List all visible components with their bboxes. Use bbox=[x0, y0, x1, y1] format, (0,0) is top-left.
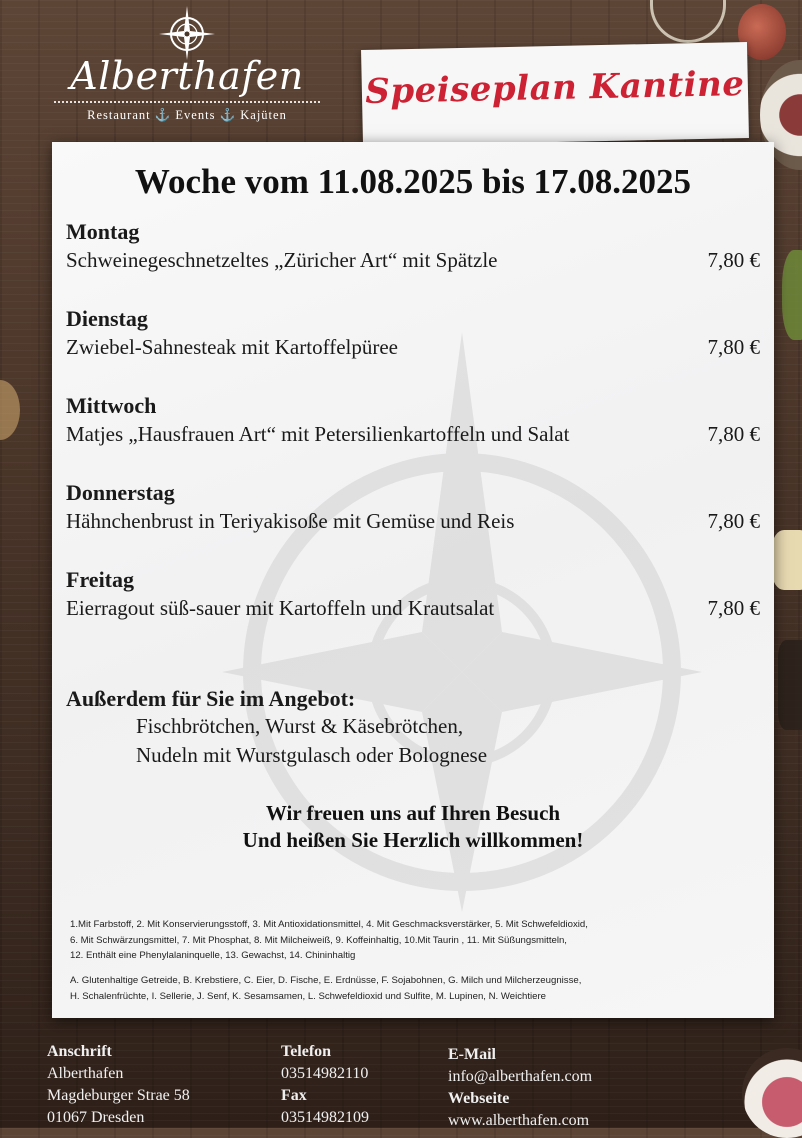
cheese-decoration bbox=[772, 530, 802, 590]
additives-line: 12. Enthält eine Phenylalaninquelle, 13. Gewachst, 14. Chininhaltig bbox=[70, 950, 356, 961]
greeting-line: Und heißen Sie Herzlich willkommen! bbox=[242, 828, 584, 852]
meal-name: Eierragout süß-sauer mit Kartoffeln und Krautsalat bbox=[66, 596, 495, 620]
wood-knot bbox=[0, 380, 20, 440]
meal-price: 7,80 € bbox=[707, 335, 760, 359]
brand-name: Alberthafen bbox=[70, 54, 304, 98]
email-label: E-Mail bbox=[448, 1046, 496, 1063]
menu-day-thursday bbox=[66, 480, 760, 536]
fax-number: 03514982109 bbox=[281, 1109, 369, 1126]
brand-subtitle: Restaurant ⚓ Events ⚓ Kajüten bbox=[87, 108, 287, 122]
meal-row bbox=[66, 593, 760, 623]
address-line: 01067 Dresden bbox=[47, 1109, 145, 1126]
compass-icon bbox=[155, 4, 219, 60]
menu-day-wednesday bbox=[66, 393, 760, 449]
meal-price: 7,80 € bbox=[707, 422, 760, 446]
extra-item: Fischbrötchen, Wurst & Käsebrötchen, bbox=[136, 714, 464, 738]
menu-day-tuesday bbox=[66, 306, 760, 362]
web-link[interactable]: www.alberthafen.com bbox=[448, 1112, 590, 1129]
footer-contact bbox=[448, 1044, 592, 1132]
day-name: Freitag bbox=[66, 567, 135, 592]
extra-heading: Außerdem für Sie im Angebot: bbox=[66, 686, 356, 711]
restaurant-logo bbox=[52, 4, 322, 124]
address-line: Magdeburger Strae 58 bbox=[47, 1087, 190, 1104]
title-card bbox=[361, 42, 749, 146]
meal-row bbox=[66, 419, 760, 449]
meal-row bbox=[66, 332, 760, 362]
day-name: Donnerstag bbox=[66, 480, 175, 505]
allergens-line: A. Glutenhaltige Getreide, B. Krebstiere, C. Eier, D. Fische, E. Erdnüsse, F. Sojabohnen, G. Milch und Milcherzeugnisse, bbox=[70, 975, 582, 986]
meal-row bbox=[66, 245, 760, 275]
meal-price: 7,80 € bbox=[707, 248, 760, 272]
additives-list bbox=[70, 917, 760, 964]
day-name: Dienstag bbox=[66, 306, 148, 331]
address-line: Alberthafen bbox=[47, 1065, 124, 1082]
web-label: Webseite bbox=[448, 1090, 510, 1107]
mortar-decoration bbox=[778, 640, 802, 730]
menu-sheet bbox=[52, 142, 774, 1018]
menu-day-monday bbox=[66, 219, 760, 275]
additives-line: 6. Mit Schwärzungsmittel, 7. Mit Phosphat, 8. Mit Milcheiweiß, 9. Koffeinhaltig, 10.Mit Taurin , 11. Mit Süßungsmitteln, bbox=[70, 934, 567, 946]
email-link[interactable]: info@alberthafen.com bbox=[448, 1068, 593, 1085]
page-title: Speiseplan Kantine bbox=[364, 64, 745, 112]
extra-offers bbox=[66, 686, 746, 770]
meal-name: Matjes „Hausfrauen Art“ mit Petersilienkartoffeln und Salat bbox=[66, 422, 570, 446]
greeting bbox=[52, 800, 774, 854]
phone-label: Telefon bbox=[281, 1043, 332, 1060]
address-label: Anschrift bbox=[47, 1043, 112, 1060]
day-name: Montag bbox=[66, 219, 140, 244]
additives-line: 1.Mit Farbstoff, 2. Mit Konservierungsstoff, 3. Mit Antioxidationsmittel, 4. Mit Geschmacksverstärker, 5. Mit Schwefeldioxid, bbox=[70, 919, 588, 930]
allergens-line: H. Schalenfrüchte, I. Sellerie, J. Senf, K. Sesamsamen, L. Schwefeldioxid und Sulfite, M. Lupinen, N. Weichtiere bbox=[70, 990, 547, 1002]
meal-name: Zwiebel-Sahnesteak mit Kartoffelpüree bbox=[66, 335, 398, 359]
meal-price: 7,80 € bbox=[707, 509, 760, 533]
day-name: Mittwoch bbox=[66, 393, 157, 418]
herb-decoration bbox=[782, 250, 802, 340]
phone-number[interactable]: 03514982110 bbox=[281, 1065, 369, 1082]
week-title: Woche vom 11.08.2025 bis 17.08.2025 bbox=[134, 162, 692, 201]
footer-address bbox=[47, 1041, 190, 1129]
fax-label: Fax bbox=[281, 1087, 307, 1104]
pepper-bowl-decoration bbox=[742, 1048, 802, 1138]
meal-name: Hähnchenbrust in Teriyakisoße mit Gemüse und Reis bbox=[66, 509, 515, 533]
footer-phone bbox=[281, 1041, 369, 1129]
menu-day-friday bbox=[66, 567, 760, 623]
logo-divider bbox=[54, 101, 320, 103]
onion-decoration bbox=[650, 0, 726, 43]
meal-price: 7,80 € bbox=[707, 596, 760, 620]
greeting-line: Wir freuen uns auf Ihren Besuch bbox=[265, 801, 561, 825]
extra-item: Nudeln mit Wurstgulasch oder Bolognese bbox=[136, 743, 488, 767]
allergens-list bbox=[70, 973, 760, 1004]
meal-name: Schweinegeschnetzeltes „Züricher Art“ mit Spätzle bbox=[66, 248, 498, 272]
meal-row bbox=[66, 506, 760, 536]
